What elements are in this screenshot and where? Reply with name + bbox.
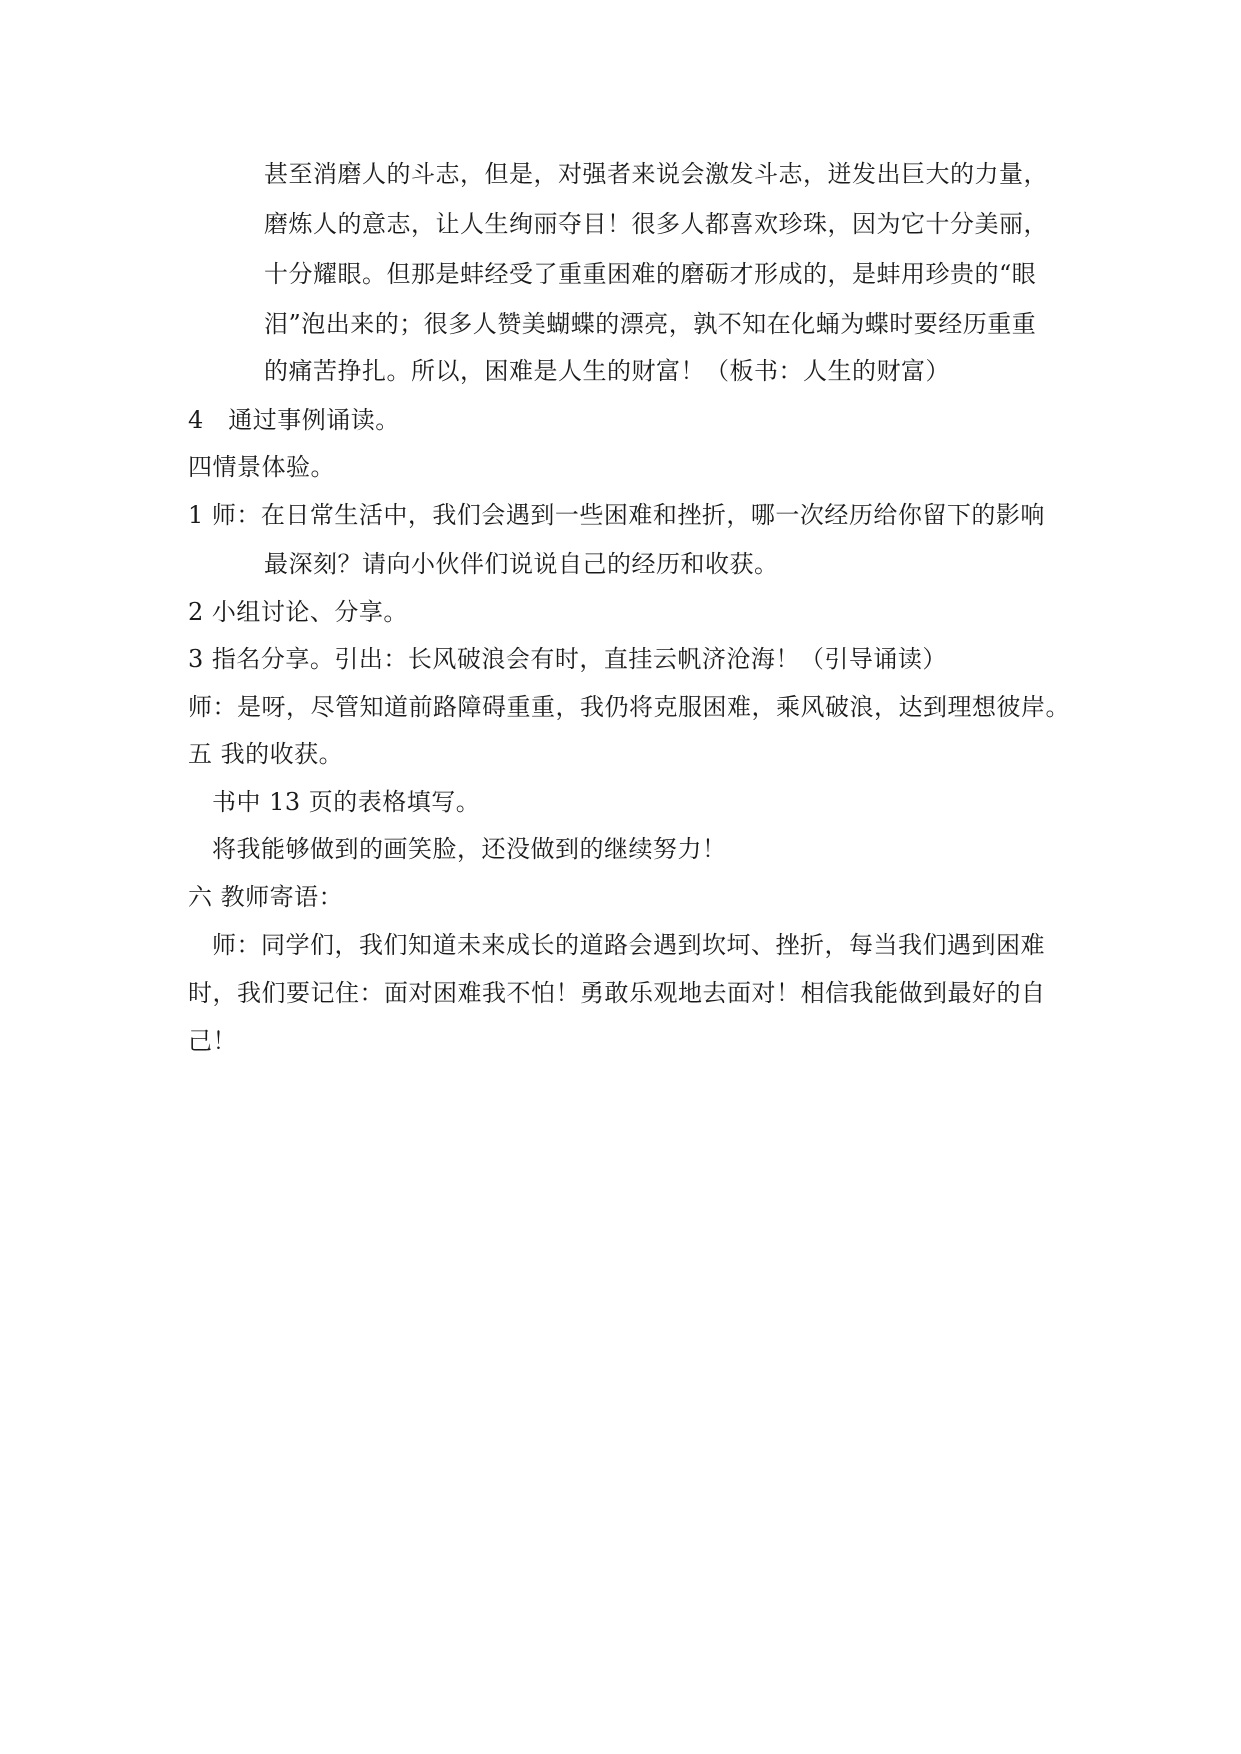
section-heading: 五 我的收获。 bbox=[188, 740, 344, 768]
section-heading: 六 教师寄语： bbox=[188, 883, 344, 911]
paragraph-line: 泪”泡出来的；很多人赞美蝴蝶的漂亮，孰不知在化蛹为蝶时要经历重重 bbox=[264, 310, 1037, 338]
paragraph-line: 将我能够做到的画笑脸，还没做到的继续努力！ bbox=[212, 835, 727, 863]
section-item: 3 指名分享。引出：长风破浪会有时，直挂云帆济沧海！（引导诵读） bbox=[188, 645, 947, 673]
section-item: 4 通过事例诵读。 bbox=[188, 406, 400, 434]
section-item: 2 小组讨论、分享。 bbox=[188, 598, 408, 626]
paragraph-line: 最深刻？请向小伙伴们说说自己的经历和收获。 bbox=[264, 550, 779, 578]
section-heading: 四情景体验。 bbox=[188, 453, 335, 481]
paragraph-line: 十分耀眼。但那是蚌经受了重重困难的磨砺才形成的，是蚌用珍贵的“眼 bbox=[264, 260, 1037, 288]
paragraph-line: 书中 13 页的表格填写。 bbox=[212, 788, 481, 816]
section-item: 1 师：在日常生活中，我们会遇到一些困难和挫折，哪一次经历给你留下的影响 bbox=[188, 501, 1045, 529]
paragraph-line: 磨炼人的意志，让人生绚丽夺目！很多人都喜欢珍珠，因为它十分美丽， bbox=[264, 210, 1048, 238]
paragraph-line: 师：是呀，尽管知道前路障碍重重，我仍将克服困难，乘风破浪，达到理想彼岸。 bbox=[188, 693, 1070, 721]
paragraph-line: 己！ bbox=[188, 1027, 237, 1055]
paragraph-line: 甚至消磨人的斗志，但是，对强者来说会激发斗志，迸发出巨大的力量， bbox=[264, 160, 1048, 188]
paragraph-line: 时，我们要记住：面对困难我不怕！勇敢乐观地去面对！相信我能做到最好的自 bbox=[188, 979, 1046, 1007]
paragraph-line: 的痛苦挣扎。所以，困难是人生的财富！（板书：人生的财富） bbox=[264, 357, 950, 385]
paragraph-line: 师：同学们，我们知道未来成长的道路会遇到坎坷、挫折，每当我们遇到困难 bbox=[212, 931, 1045, 959]
